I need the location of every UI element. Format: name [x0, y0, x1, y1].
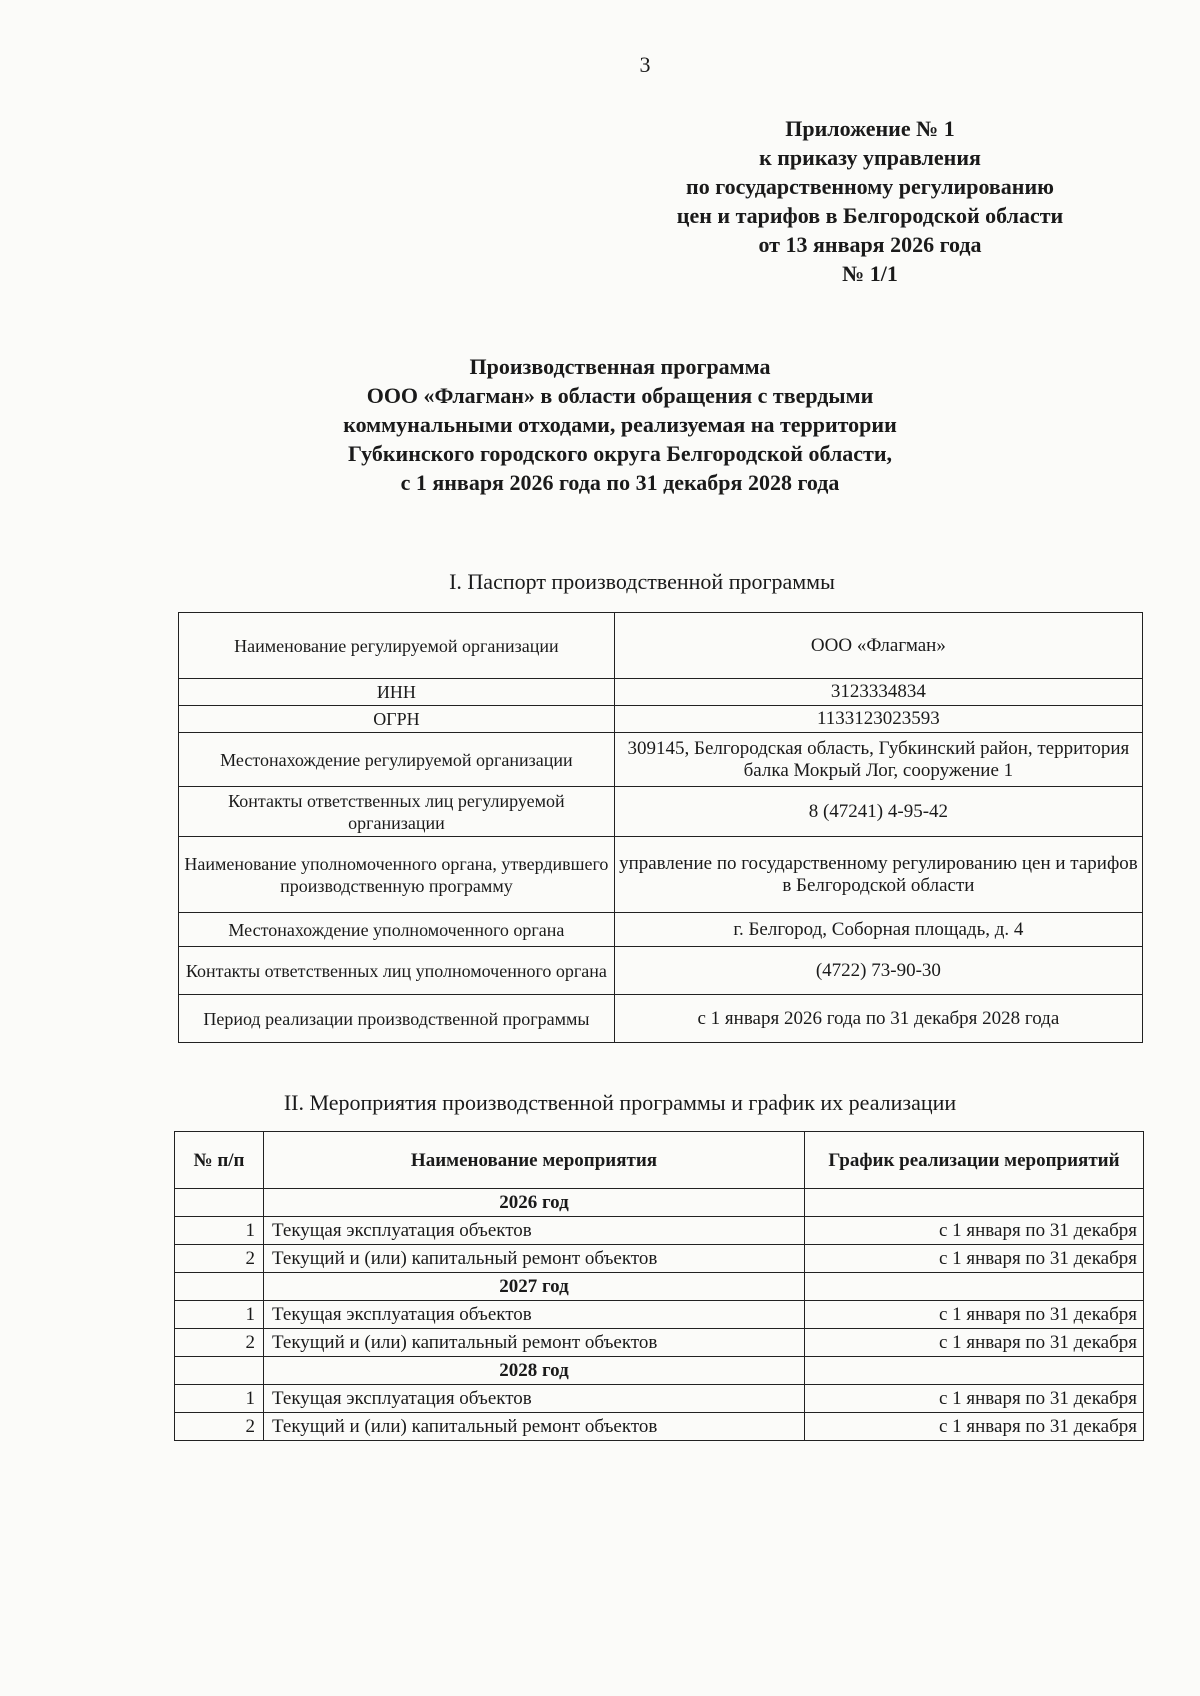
item-num: 2 [175, 1413, 264, 1441]
table-row [179, 913, 1143, 947]
item-schedule: с 1 января по 31 декабря [805, 1301, 1144, 1329]
item-num: 2 [175, 1329, 264, 1357]
table-row [175, 1217, 1144, 1245]
passport-label: Период реализации производственной программы [179, 995, 615, 1043]
passport-label: ОГРН [179, 706, 615, 733]
item-num: 1 [175, 1217, 264, 1245]
table-row [179, 613, 1143, 679]
item-name: Текущая эксплуатация объектов [264, 1385, 805, 1413]
title-line: Губкинского городского округа Белгородской области, [347, 441, 893, 466]
table-row [175, 1245, 1144, 1273]
item-schedule: с 1 января по 31 декабря [805, 1245, 1144, 1273]
passport-value: (4722) 73-90-30 [614, 947, 1142, 995]
title-line: с 1 января 2026 года по 31 декабря 2028 года [400, 470, 840, 495]
title-line: Производственная программа [469, 354, 771, 379]
title-line: ООО «Флагман» в области обращения с твердыми [366, 383, 874, 408]
passport-value: 309145, Белгородская область, Губкинский район, территория балка Мокрый Лог, сооружение 1 [614, 733, 1142, 787]
table-row [179, 995, 1143, 1043]
year-row [175, 1357, 1144, 1385]
events-table [174, 1131, 1144, 1441]
item-name: Текущий и (или) капитальный ремонт объектов [264, 1245, 805, 1273]
year-label: 2026 год [264, 1189, 805, 1217]
table-row [175, 1329, 1144, 1357]
passport-label: Контакты ответственных лиц регулируемой организации [179, 787, 615, 837]
item-name: Текущая эксплуатация объектов [264, 1301, 805, 1329]
title-line: коммунальными отходами, реализуемая на территории [343, 412, 897, 437]
table-row [179, 947, 1143, 995]
table-row [175, 1413, 1144, 1441]
header-num: № п/п [175, 1132, 264, 1189]
passport-value: 8 (47241) 4-95-42 [614, 787, 1142, 837]
table-row [179, 787, 1143, 837]
appendix-line: № 1/1 [842, 261, 898, 286]
passport-label: Местонахождение уполномоченного органа [179, 913, 615, 947]
appendix-header [620, 114, 1120, 288]
document-title [220, 352, 1020, 497]
appendix-line: от 13 января 2026 года [758, 232, 982, 257]
passport-table [178, 612, 1143, 1043]
passport-value: 3123334834 [614, 679, 1142, 706]
table-header-row [175, 1132, 1144, 1189]
item-name: Текущий и (или) капитальный ремонт объектов [264, 1329, 805, 1357]
appendix-line: по государственному регулированию [686, 174, 1054, 199]
passport-label: ИНН [179, 679, 615, 706]
table-row [179, 679, 1143, 706]
table-row [179, 837, 1143, 913]
item-schedule: с 1 января по 31 декабря [805, 1217, 1144, 1245]
appendix-line: цен и тарифов в Белгородской области [676, 203, 1064, 228]
passport-value: 1133123023593 [614, 706, 1142, 733]
section-events-title: II. Мероприятия производственной программы и график их реализации [283, 1090, 957, 1115]
header-schedule: График реализации мероприятий [805, 1132, 1144, 1189]
header-name: Наименование мероприятия [264, 1132, 805, 1189]
year-row [175, 1273, 1144, 1301]
item-name: Текущий и (или) капитальный ремонт объектов [264, 1413, 805, 1441]
passport-label: Наименование регулируемой организации [179, 613, 615, 679]
table-row [175, 1385, 1144, 1413]
year-label: 2027 год [264, 1273, 805, 1301]
item-num: 1 [175, 1301, 264, 1329]
appendix-line: Приложение № 1 [785, 116, 955, 141]
table-row [179, 733, 1143, 787]
table-row [175, 1301, 1144, 1329]
section-passport-title: I. Паспорт производственной программы [449, 569, 835, 594]
passport-value: г. Белгород, Соборная площадь, д. 4 [614, 913, 1142, 947]
page-number: 3 [639, 52, 651, 77]
item-schedule: с 1 января по 31 декабря [805, 1413, 1144, 1441]
item-name: Текущая эксплуатация объектов [264, 1217, 805, 1245]
appendix-line: к приказу управления [759, 145, 981, 170]
passport-label: Местонахождение регулируемой организации [179, 733, 615, 787]
item-num: 2 [175, 1245, 264, 1273]
year-row [175, 1189, 1144, 1217]
passport-value: с 1 января 2026 года по 31 декабря 2028 года [614, 995, 1142, 1043]
year-label: 2028 год [264, 1357, 805, 1385]
item-schedule: с 1 января по 31 декабря [805, 1329, 1144, 1357]
passport-label: Контакты ответственных лиц уполномоченного органа [179, 947, 615, 995]
table-row [179, 706, 1143, 733]
item-schedule: с 1 января по 31 декабря [805, 1385, 1144, 1413]
passport-label: Наименование уполномоченного органа, утвердившего производственную программу [179, 837, 615, 913]
item-num: 1 [175, 1385, 264, 1413]
passport-value: управление по государственному регулированию цен и тарифов в Белгородской области [614, 837, 1142, 913]
passport-value: ООО «Флагман» [614, 613, 1142, 679]
